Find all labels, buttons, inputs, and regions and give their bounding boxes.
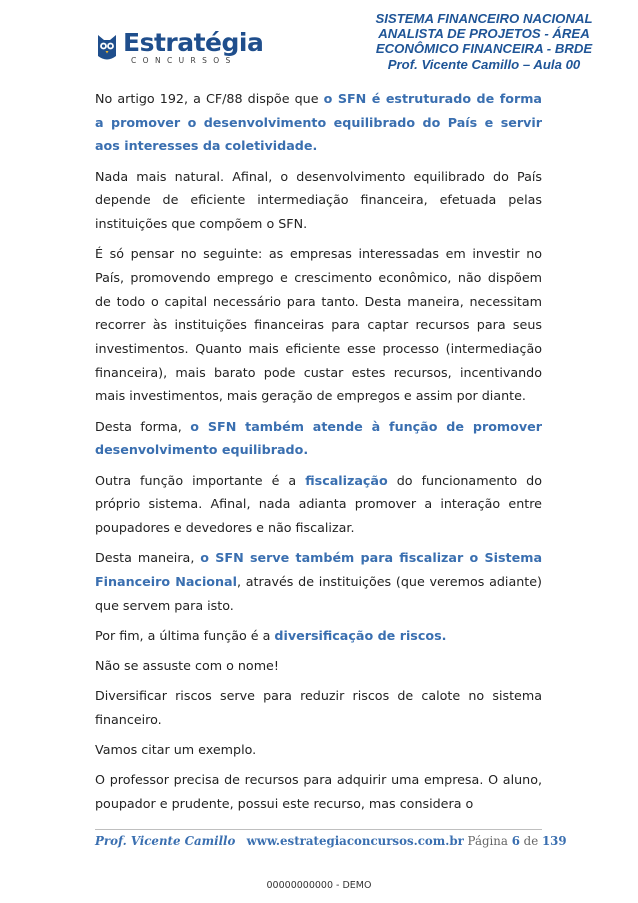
page-footer <box>95 834 567 848</box>
course-title-line: ANALISTA DE PROJETOS - ÁREA <box>378 26 590 42</box>
footer-divider <box>95 829 542 830</box>
logo-name: Estratégia <box>123 27 264 57</box>
body-text: Não se assuste com o nome! <box>95 657 279 673</box>
body-text: Outra função importante é a <box>95 472 306 488</box>
paragraph <box>95 654 542 678</box>
paragraph <box>95 546 542 617</box>
course-title-line: ECONÔMICO FINANCEIRA - BRDE <box>375 41 593 57</box>
highlighted-text: fiscalização <box>305 472 388 488</box>
body-text: Desta forma, <box>95 418 191 434</box>
highlighted-text: o SFN serve também para fiscalizar o Sistema Financeiro Nacional <box>95 550 543 589</box>
body-text: Por fim, a última função é a <box>95 627 275 643</box>
owl-logo-icon <box>95 32 119 62</box>
footer-author: Prof. Vicente Camillo <box>95 834 236 848</box>
paragraph <box>95 87 542 158</box>
page-header <box>0 0 638 90</box>
document-body <box>95 87 542 822</box>
body-text: Desta maneira, <box>95 550 201 566</box>
body-text: O professor precisa de recursos para adquirir uma empresa. O aluno, poupador e prudente, possui este recurso, mas considera o <box>95 772 542 811</box>
paragraph <box>95 165 542 236</box>
paragraph <box>95 738 542 762</box>
paragraph <box>95 242 542 408</box>
body-text: No artigo 192, a CF/88 dispõe que <box>95 91 324 106</box>
footer-url[interactable]: www.estrategiaconcursos.com.br <box>246 834 464 848</box>
highlighted-text: o SFN também atende à função de promover desenvolvimento equilibrado. <box>95 418 542 458</box>
paragraph <box>95 469 542 540</box>
paragraph <box>95 415 542 462</box>
estrategia-logo <box>95 27 263 67</box>
body-text: É só pensar no seguinte: as empresas interessadas em investir no País, promovendo emprego e crescimento econômico, não dispõem de todo o capital necessário para tanto. Desta maneira, necessitam recorrer às instituições financeiras para captar recursos para seus investimentos. Quanto mais eficiente esse processo (intermediação financeira), mais barato pode custar estes recursos, incentivando mais investimentos, mais geração de empregos e assim por diante. <box>95 246 542 404</box>
demo-watermark: 00000000000 - DEMO <box>266 880 372 891</box>
course-title-line: SISTEMA FINANCEIRO NACIONAL <box>375 11 593 26</box>
highlighted-text: o SFN é estruturado de forma a promover o desenvolvimento equilibrado do País e servir aos interesses da coletividade. <box>95 91 542 154</box>
course-title-line: Prof. Vicente Camillo – Aula 00 <box>387 56 581 72</box>
footer-page-word: Página <box>467 834 508 848</box>
body-text: Vamos citar um exemplo. <box>95 742 257 758</box>
logo-subtitle: CONCURSOS <box>131 55 237 65</box>
paragraph <box>95 768 542 815</box>
paragraph <box>95 684 542 731</box>
body-text: Diversificar riscos serve para reduzir riscos de calote no sistema financeiro. <box>95 688 542 727</box>
paragraph <box>95 624 542 648</box>
body-text: , através de instituições (que veremos adiante) que servem para isto. <box>95 573 542 613</box>
footer-page-total: 139 <box>541 834 567 848</box>
body-text: Nada mais natural. Afinal, o desenvolvimento equilibrado do País depende de eficiente intermediação financeira, efetuada pelas instituições que compõem o SFN. <box>95 168 542 232</box>
highlighted-text: diversificação de riscos. <box>274 627 447 643</box>
body-text: do funcionamento do próprio sistema. Afinal, nada adianta promover a interação entre poupadores e devedores e não fiscalizar. <box>95 472 542 535</box>
footer-page-number: 6 <box>511 834 520 848</box>
course-title <box>354 11 614 72</box>
footer-of-word: de <box>523 834 539 848</box>
